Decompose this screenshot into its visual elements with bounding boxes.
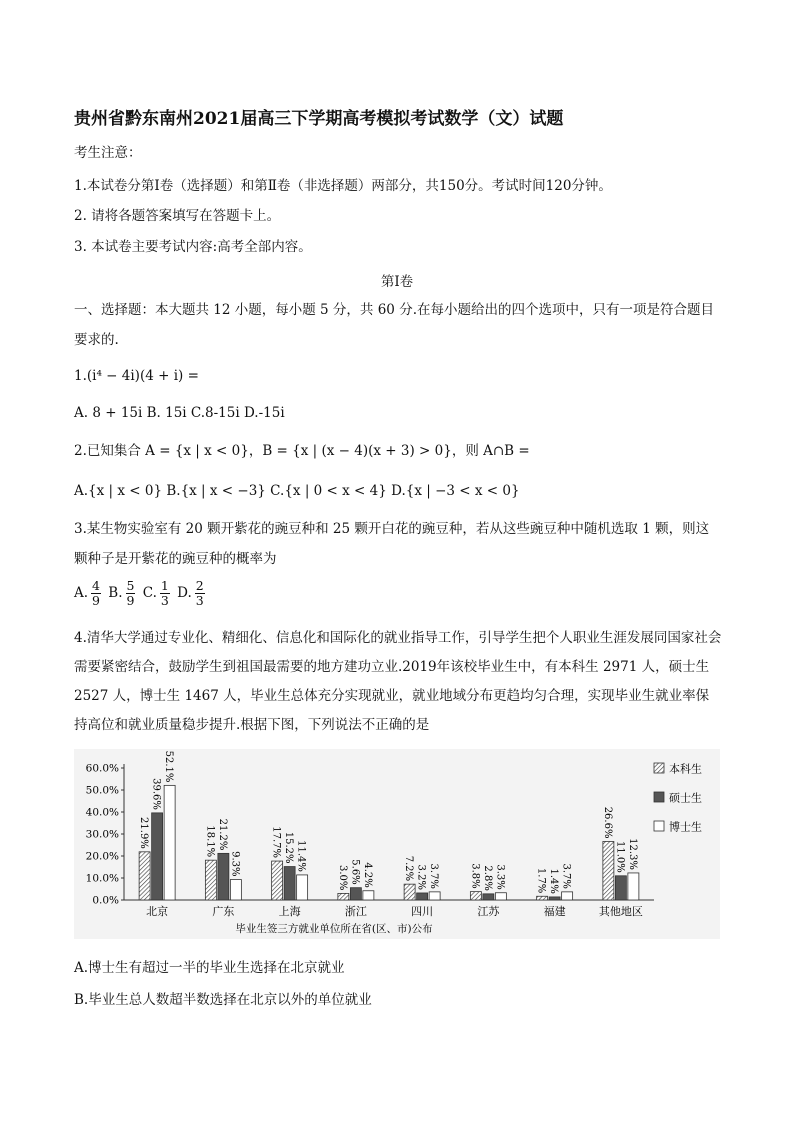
chart-data-label: 1.7% [535,867,547,894]
chart-bar-硕士生-江苏 [483,894,494,900]
q4-option-b: B.毕业生总人数超半数选择在北京以外的单位就业 [74,992,372,1008]
q1-options: A. 8 + 15i B. 15i C.8-15i D.-15i [74,405,285,421]
chart-x-tick-label: 江苏 [477,905,500,918]
chart-y-tick-label: 30.0% [85,828,119,841]
chart-bar-硕士生-广东 [218,853,229,900]
legend-swatch-博士生 [654,821,664,831]
chart-x-tick-label: 广东 [212,905,235,918]
legend-label-硕士生: 硕士生 [669,791,702,805]
chart-bar-博士生-其他地区 [628,873,639,900]
chart-data-label: 4.2% [361,862,373,888]
chart-bar-本科生-浙江 [338,893,349,900]
chart-bar-博士生-广东 [230,880,241,900]
chart-data-label: 12.3% [626,838,638,870]
chart-data-label: 3.7% [428,863,440,889]
chart-data-label: 17.7% [270,826,282,859]
chart-x-axis-title: 毕业生签三方就业单位所在省(区、市)公布 [235,923,433,935]
chart-x-tick-label: 其他地区 [598,905,643,918]
chart-bar-本科生-其他地区 [603,841,614,900]
q3-option-a-fraction: $\frac{4}{9}$ [92,578,100,608]
q4-option-a: A.博士生有超过一半的毕业生选择在北京就业 [74,960,345,976]
chart-bar-本科生-广东 [205,860,216,900]
section-instructions-2: 要求的. [74,332,119,348]
chart-bar-博士生-福建 [562,892,573,900]
chart-bar-博士生-浙江 [363,891,374,900]
chart-bar-本科生-北京 [139,852,150,900]
chart-bar-本科生-江苏 [470,892,481,900]
q3-options [74,578,208,608]
q3-option-d-label: D. [177,585,192,601]
chart-y-tick-label: 50.0% [85,784,119,797]
chart-y-tick-label: 20.0% [85,850,119,863]
section-instructions-1: 一、选择题：本大题共 12 小题，每小题 5 分，共 60 分.在每小题给出的四个选项中，只有一项是符合题目 [74,302,714,318]
q3-option-d-fraction: $\frac{2}{3}$ [195,578,204,608]
chart-data-label: 3.8% [469,863,481,889]
q3-option-b-label: B. [108,585,123,601]
chart-data-label: 21.2% [216,818,228,851]
q3-option-a-label: A. [74,585,89,601]
chart-bar-硕士生-其他地区 [615,876,626,900]
chart-bar-硕士生-福建 [549,897,560,900]
chart-x-tick-label: 北京 [146,905,169,918]
chart-y-tick-label: 0.0% [92,894,119,907]
chart-bar-本科生-四川 [404,884,415,900]
chart-data-label: 1.4% [548,868,560,894]
notice-item-2: 2. 请将各题答案填写在答题卡上。 [74,208,281,224]
chart-bar-博士生-四川 [429,892,440,900]
q3-option-c-label: C. [142,585,157,601]
chart-bar-硕士生-浙江 [350,888,361,900]
chart-data-label: 15.2% [283,831,295,864]
legend-swatch-硕士生 [654,792,664,802]
chart-bar-本科生-福建 [537,896,548,900]
chart-x-tick-label: 四川 [411,905,434,918]
chart-bar-博士生-北京 [164,785,175,900]
chart-data-label: 21.9% [138,817,150,849]
chart-bar-硕士生-四川 [417,893,428,900]
chart-x-tick-label: 福建 [543,905,566,918]
chart-data-label: 18.1% [204,825,216,858]
chart-data-label: 2.8% [481,865,493,891]
employment-chart-svg [74,749,720,939]
chart-bar-博士生-上海 [297,875,308,900]
part-title: 第Ⅰ卷 [380,274,414,290]
chart-y-tick-label: 10.0% [85,872,119,885]
legend-swatch-本科生 [654,763,664,773]
chart-data-label: 52.1% [163,750,175,783]
q3-option-b-fraction: $\frac{5}{9}$ [126,578,135,608]
employment-chart [74,749,720,939]
chart-data-label: 7.2% [403,855,415,882]
notice-heading: 考生注意： [74,145,142,161]
chart-data-label: 9.3% [229,851,241,877]
chart-data-label: 3.0% [336,864,348,891]
chart-y-tick-label: 60.0% [85,762,119,775]
chart-x-tick-label: 上海 [278,905,301,918]
legend-label-本科生: 本科生 [669,762,702,776]
notice-item-1: 1.本试卷分第Ⅰ卷（选择题）和第Ⅱ卷（非选择题）两部分，共150分。考试时间120分钟。 [74,178,612,194]
chart-bar-硕士生-上海 [284,867,295,900]
chart-data-label: 39.6% [150,778,162,810]
notice-item-3: 3. 本试卷主要考试内容:高考全部内容。 [74,239,312,255]
chart-bar-博士生-江苏 [495,893,506,900]
chart-bar-硕士生-北京 [152,813,163,900]
q2-options: A.{x | x < 0} B.{x | x < −3} C.{x | 0 < x < 4} D.{x | −3 < x < 0} [74,483,520,499]
q1-stem: 1.(i⁴ − 4i)(4 + i) = [74,368,199,384]
chart-data-label: 26.6% [601,806,613,839]
chart-bar-本科生-上海 [272,861,283,900]
chart-data-label: 3.2% [415,864,427,890]
chart-data-label: 11.4% [295,840,307,872]
chart-data-label: 3.7% [560,863,572,889]
exam-title: 贵州省黔东南州2021届高三下学期高考模拟考试数学（文）试题 [74,109,564,129]
q3-option-c-fraction: $\frac{1}{3}$ [160,578,169,608]
q2-stem: 2.已知集合 A = {x | x < 0}，B = {x | (x − 4)(x + 3) > 0}，则 A∩B = [74,443,530,459]
chart-data-label: 3.3% [494,864,506,890]
chart-data-label: 11.0% [614,841,626,873]
q4-stem: 4.清华大学通过专业化、精细化、信息化和国际化的就业指导工作，引导学生把个人职业生涯发展同国家社会需要紧密结合，鼓励学生到祖国最需要的地方建功立业.2019年该校毕业生中，有本科生 2971 人，硕士生 2527 人，博士生 1467 人，毕业生总体充分实现就业，就业地域分布更趋均匀合理，实现毕业生就业率保持高位和就业质量稳步提升.根据下图，下列说法不正确的是 [74,630,722,733]
chart-y-tick-label: 40.0% [85,806,119,819]
chart-x-tick-label: 浙江 [344,905,367,918]
chart-data-label: 5.6% [349,859,361,885]
q3-stem-1: 3.某生物实验室有 20 颗开紫花的豌豆种和 25 颗开白花的豌豆种，若从这些豌豆种中随机选取 1 颗，则这 [74,521,710,537]
legend-label-博士生: 博士生 [669,820,702,834]
q3-stem-2: 颗种子是开紫花的豌豆种的概率为 [74,551,277,567]
